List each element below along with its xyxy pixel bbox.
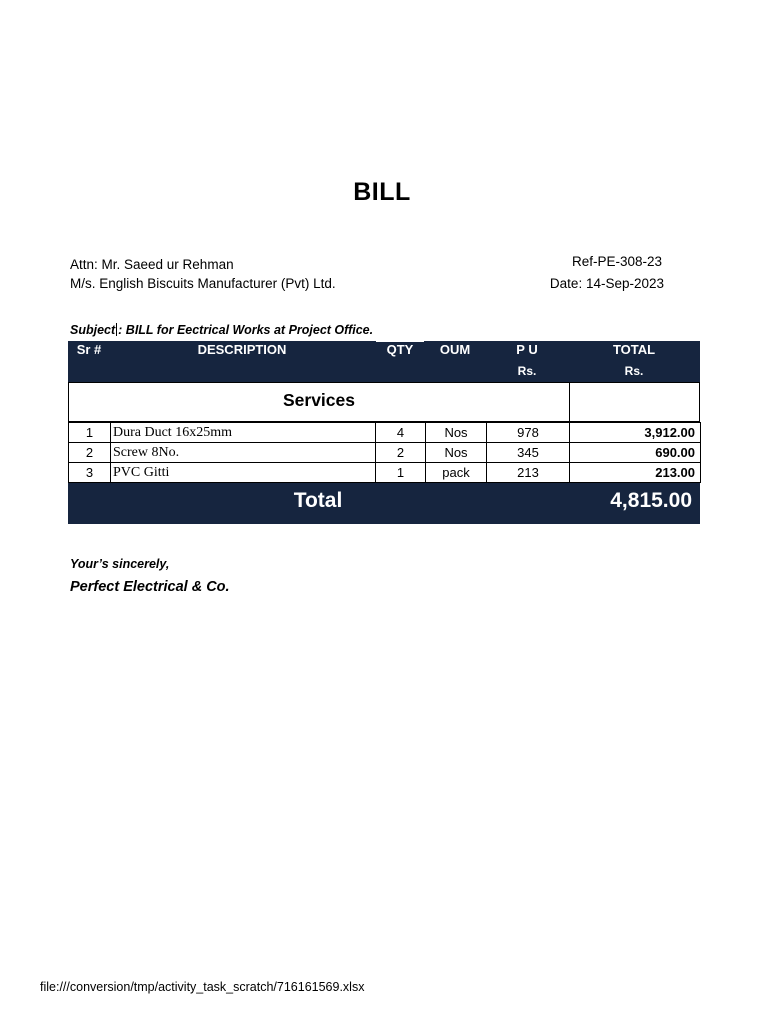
cell-sr: 2 [69,443,111,463]
bill-title: BILL [353,178,411,206]
header-pu-unit: Rs. [517,364,537,378]
sender-company: Perfect Electrical & Co. [70,579,230,595]
total-label: Total [293,489,343,512]
text-cursor [116,323,117,336]
file-path-footer: file:///conversion/tmp/activity_task_scratch/716161569.xlsx [40,980,365,994]
table-header [68,341,700,383]
addressee-line: M/s. English Biscuits Manufacturer (Pvt) Ltd. [70,276,336,291]
bill-date: Date: 14-Sep-2023 [549,276,664,291]
header-sr: Sr # [76,342,102,357]
table-row [69,463,701,483]
cell-total: 3,912.00 [570,423,701,443]
services-label: Services [282,390,355,410]
header-total-unit: Rs. [624,364,644,378]
cell-pu: 978 [487,423,570,443]
table-row [69,423,701,443]
subject-prefix: Subject [70,323,116,337]
cell-sr: 3 [69,463,111,483]
header-selection-edge [376,341,424,342]
cell-pu: 213 [487,463,570,483]
items-table [68,422,701,483]
cell-sr: 1 [69,423,111,443]
cell-description: Screw 8No. [111,443,376,463]
cell-oum: Nos [426,443,487,463]
cell-oum: Nos [426,423,487,443]
services-row [68,382,700,422]
cell-qty: 4 [376,423,426,443]
services-divider [569,383,570,421]
cell-total: 690.00 [570,443,701,463]
cell-description: Dura Duct 16x25mm [111,423,376,443]
cell-total: 213.00 [570,463,701,483]
total-value: 4,815.00 [610,489,692,512]
cell-description: PVC Gitti [111,463,376,483]
reference-number: Ref-PE-308-23 [571,254,662,269]
table-row [69,443,701,463]
subject-line [70,323,373,337]
header-pu: P U [516,342,538,357]
attn-line: Attn: Mr. Saeed ur Rehman [70,257,234,272]
cell-qty: 1 [376,463,426,483]
cell-oum: pack [426,463,487,483]
header-description: DESCRIPTION [197,342,287,357]
closing-sincerely: Your’s sincerely, [70,557,170,571]
subject-text: : BILL for Eectrical Works at Project Office. [118,323,374,337]
cell-qty: 2 [376,443,426,463]
header-qty: QTY [386,342,414,357]
header-oum: OUM [439,342,471,357]
cell-pu: 345 [487,443,570,463]
header-total: TOTAL [612,342,656,357]
total-row [68,483,700,524]
